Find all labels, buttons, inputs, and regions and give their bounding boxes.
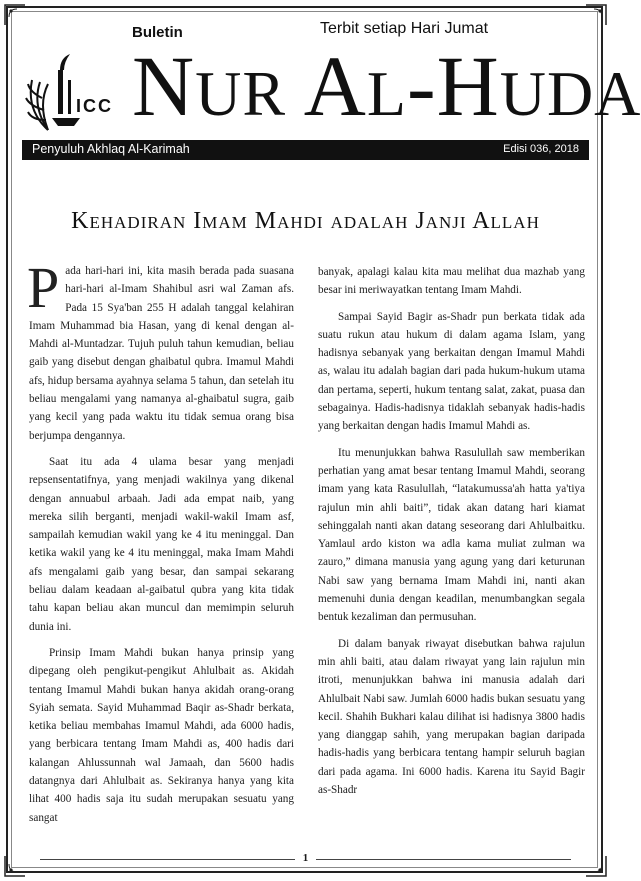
info-bar — [22, 140, 589, 160]
article-paragraph: Prinsip Imam Mahdi bukan hanya prinsip yang dipegang oleh pengikut-pengikut Ahlulbait as. Akidah tentang Imamul Mahdi bukan hanya akidah orang-orang Syiah semata. Sayid Muhammad Baqir as-Shadr berkata, ketika beliau membahas Imamul Mahdi, ada 6000 hadis, yang berbicara tentang Imam Mahdi as, 400 hadis dari kalangan Ahlussunnah wal Jamaah, dan 5600 hadis datangnya dari Ahlulbait as. Sekiranya hanya yang kita lihat 400 hadis saja itu sudah merupakan sesuatu yang sangat — [29, 646, 294, 824]
article-column-left — [27, 255, 294, 835]
page-number: 1 — [297, 852, 315, 864]
article-paragraph: Di dalam banyak riwayat disebutkan bahwa rajulun min ahli baiti, atau dalam riwayat yang lain rajulun min itroti, menunjukkan bahwa ini manusia adalah dari Ahlulbait Nabi saw. Jumlah 6000 hadis bukan sesuatu yang kecil. Shahih Bukhari kalau dilihat isi hadisnya 3800 hadis yang dianggap sahih, yang merupakan bagian daripada hadis-hadis yang berbicara tentang hampir seluruh bagian dari pada agama. Ini 6000 hadis. Karena itu Sayid Bagir as-Shadr — [318, 637, 585, 797]
series-label: Buletin — [132, 24, 183, 41]
article-headline: Kehadiran Imam Mahdi adalah Janji Allah — [71, 208, 540, 234]
tagline: Penyuluh Akhlaq Al-Karimah — [32, 142, 190, 156]
logo-text: ICC — [76, 96, 113, 116]
icc-logo — [18, 40, 128, 140]
drop-cap: P — [27, 255, 60, 320]
article-column-right — [318, 263, 585, 807]
masthead-title-text: NUR AL-HUDA — [132, 38, 641, 134]
footer-rule — [316, 859, 571, 860]
article-paragraph: Sampai Sayid Bagir as-Shadr pun berkata tidak ada suatu rukun atau hukum di dalam agama Islam, yang hadisnya sebanyak yang berkaitan dengan Imamul Mahdi as, walau itu adalah bagian dari pada hukum-hukum utama dan pertama, seperti, hukum tentang salat, zakat, puasa dan sebagainya. Hadis-hadisnya tidaklah sebanyak hadis-hadis yang berkaitan dengan hadis Imamul Mahdi as. — [318, 310, 585, 433]
publication-schedule: Terbit setiap Hari Jumat — [320, 20, 489, 37]
edition-label: Edisi 036, 2018 — [503, 143, 579, 155]
corner-ornament-icon — [3, 3, 27, 27]
article-paragraph: Saat itu ada 4 ulama besar yang menjadi repsensentatifnya, yang menjadi wakilnya yang dikenal dengan annuabul arbaah. Jadi ada empat naib, yang mereka silih berganti, menjadi wakil-wakil Imam asf, sampailah kemudian wakil yang ke 4 itu meninggal. Dan ketika wakil yang ke 4 itu meninggal, maka Imam Mahdi afs mengalami gaib yang besar, dan sampai sekarang beliau dalam keadaan al-gaibatul qubra yang kita tidak tahu kapan beliau akan muncul dan memimpin seluruh dunia ini. — [29, 455, 294, 633]
article-paragraph — [27, 255, 294, 445]
corner-ornament-icon — [584, 3, 608, 27]
article-paragraph: banyak, apalagi kalau kita mau melihat dua mazhab yang besar ini meriwayatkan tentang Imam Mahdi. — [318, 266, 585, 297]
page-footer — [0, 852, 611, 864]
article-paragraph: Itu menunjukkan bahwa Rasulullah saw memberikan perhatian yang amat besar tentang Imamul Mahdi, seorang imam yang kata Rasulullah, “latakumussa'ah hatta ya'tiya rajulun min ahli baiti”, tidak akan datang hari kiamat sehinggalah nanti akan datang seseorang dari Ahlulbaitku. Yamlaul ardo kiston wa adla kama muliat zulman wa zauro,” dimana manusia yang agung yang dari keturunan Nabi saw yang bernama Imam Mahdi ini, nanti akan memenuhi dunia dengan keadilan, menumbangkan segala bentuk kezaliman dan permusuhan. — [318, 446, 585, 624]
masthead-title — [132, 38, 641, 142]
footer-rule — [40, 859, 295, 860]
paragraph-text: ada hari-hari ini, kita masih berada pada suasana hari-hari al-Imam Shahibul asri wal Zaman afs. Pada 15 Sya'ban 255 H adalah tanggal kelahiran Imam Muhammad bia Hasan, yang di kenal dengan al-Mahdi al-Muntadzar. Tujuh puluh tahun kemudian, beliau gaib yang disebut dengan ghaibatul qubra. Imamul Mahdi afs, hidup bersama ayahnya selama 5 tahun, dan setelah itu beliau mengalami yang namanya al-ghaibatul sugra, gaib yang kecil yang pada waktu itu tidak semua orang bisa berjumpa dengannya. — [29, 265, 294, 442]
